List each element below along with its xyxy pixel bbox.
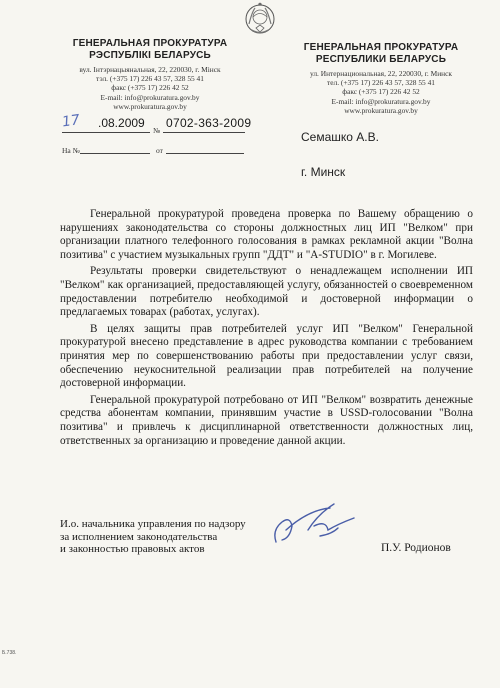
header-russian	[286, 42, 476, 115]
number-sign: №	[153, 126, 161, 135]
letter-body	[60, 208, 473, 451]
org-name-line1: ГЕНЕРАЛЬНАЯ ПРОКУРАТУРА	[303, 42, 459, 53]
header-belarusian	[60, 38, 240, 111]
reference-from-label: от	[156, 146, 163, 155]
date-line	[62, 132, 150, 133]
number-line	[163, 132, 245, 133]
body-paragraph: В целях защиты прав потребителей услуг ИП "Велком" Генеральной прокуратурой внесено представление в адрес руководства компании с требованием принятия мер по совершенствованию работы при предоставлении услуг связи, обеспечению неукоснительной реализации прав потребителей на получение достоверной информации.	[60, 322, 473, 390]
reference-date-line	[166, 153, 244, 154]
recipient-name: Семашко А.В.	[301, 130, 379, 144]
org-fax: факс (+375 17) 226 42 52	[111, 83, 189, 93]
reference-label: На №	[62, 146, 80, 155]
body-paragraph: Результаты проверки свидетельствуют о ненадлежащем исполнении ИП "Велком" как организацией, предоставляющей услугу, обязанностей о своевременном предоставлении потребителю необходимой и достоверной информации о предлагаемых товарах (работах, услугах).	[60, 265, 473, 319]
body-paragraph: Генеральной прокуратурой потребовано от ИП "Велком" возвратить денежные средства абонентам компании, принявшим участие в USSD-голосовании "Волна позитива" и привлечь к дисциплинарной ответственности должностных лиц, ответственных за организацию и проведение данной акции.	[60, 393, 473, 447]
handwritten-signature	[268, 500, 368, 550]
signatory-title	[60, 518, 246, 556]
body-paragraph: Генеральной прокуратурой проведена проверка по Вашему обращению о нарушениях законодательства со стороны должностных лиц ИП "Велком" при организации платного телефонного голосования в рамках рекламной акции "Волна позитива" с участием музыкальных групп "ДДТ" и "A-STUDIO" в г. Могилеве.	[60, 208, 473, 261]
org-contacts	[286, 69, 476, 115]
signatory-title-line: И.о. начальника управления по надзору	[60, 518, 246, 530]
org-contacts	[60, 65, 240, 111]
form-code: Б.738.	[2, 650, 17, 656]
org-name-line1: ГЕНЕРАЛЬНАЯ ПРОКУРАТУРА	[72, 38, 228, 49]
org-email: E-mail: info@prokuratura.gov.by	[331, 96, 431, 106]
state-emblem-icon	[243, 2, 277, 36]
org-web: www.prokuratura.gov.by	[344, 105, 418, 115]
signatory-title-line: за исполнением законодательства	[60, 530, 218, 543]
org-phone: тел. (+375 17) 226 43 57, 328 55 41	[327, 78, 435, 88]
org-name-line2: РЕСПУБЛИКИ БЕЛАРУСЬ	[315, 54, 447, 65]
org-name-line2: РЭСПУБЛІКІ БЕЛАРУСЬ	[89, 50, 211, 61]
org-address: вул. Інтэрнацыянальная, 22, 220030, г. Мінск	[79, 65, 221, 74]
org-phone: тэл. (+375 17) 226 43 57, 328 55 41	[96, 74, 204, 84]
signatory-title-line: и законностью правовых актов	[60, 543, 205, 556]
org-address: ул. Интернациональная, 22, 220030, г. Минск	[310, 69, 452, 78]
registration-date: .08.2009	[98, 116, 145, 130]
org-fax: факс (+375 17) 226 42 52	[342, 87, 420, 97]
org-email: E-mail: info@prokuratura.gov.by	[100, 92, 200, 102]
signer-name: П.У. Родионов	[381, 542, 451, 554]
org-web: www.prokuratura.gov.by	[113, 101, 187, 111]
reference-number-line	[80, 153, 150, 154]
registration-number: 0702-363-2009	[166, 116, 252, 130]
handwritten-day: 17	[61, 112, 81, 131]
recipient-city: г. Минск	[301, 165, 346, 179]
